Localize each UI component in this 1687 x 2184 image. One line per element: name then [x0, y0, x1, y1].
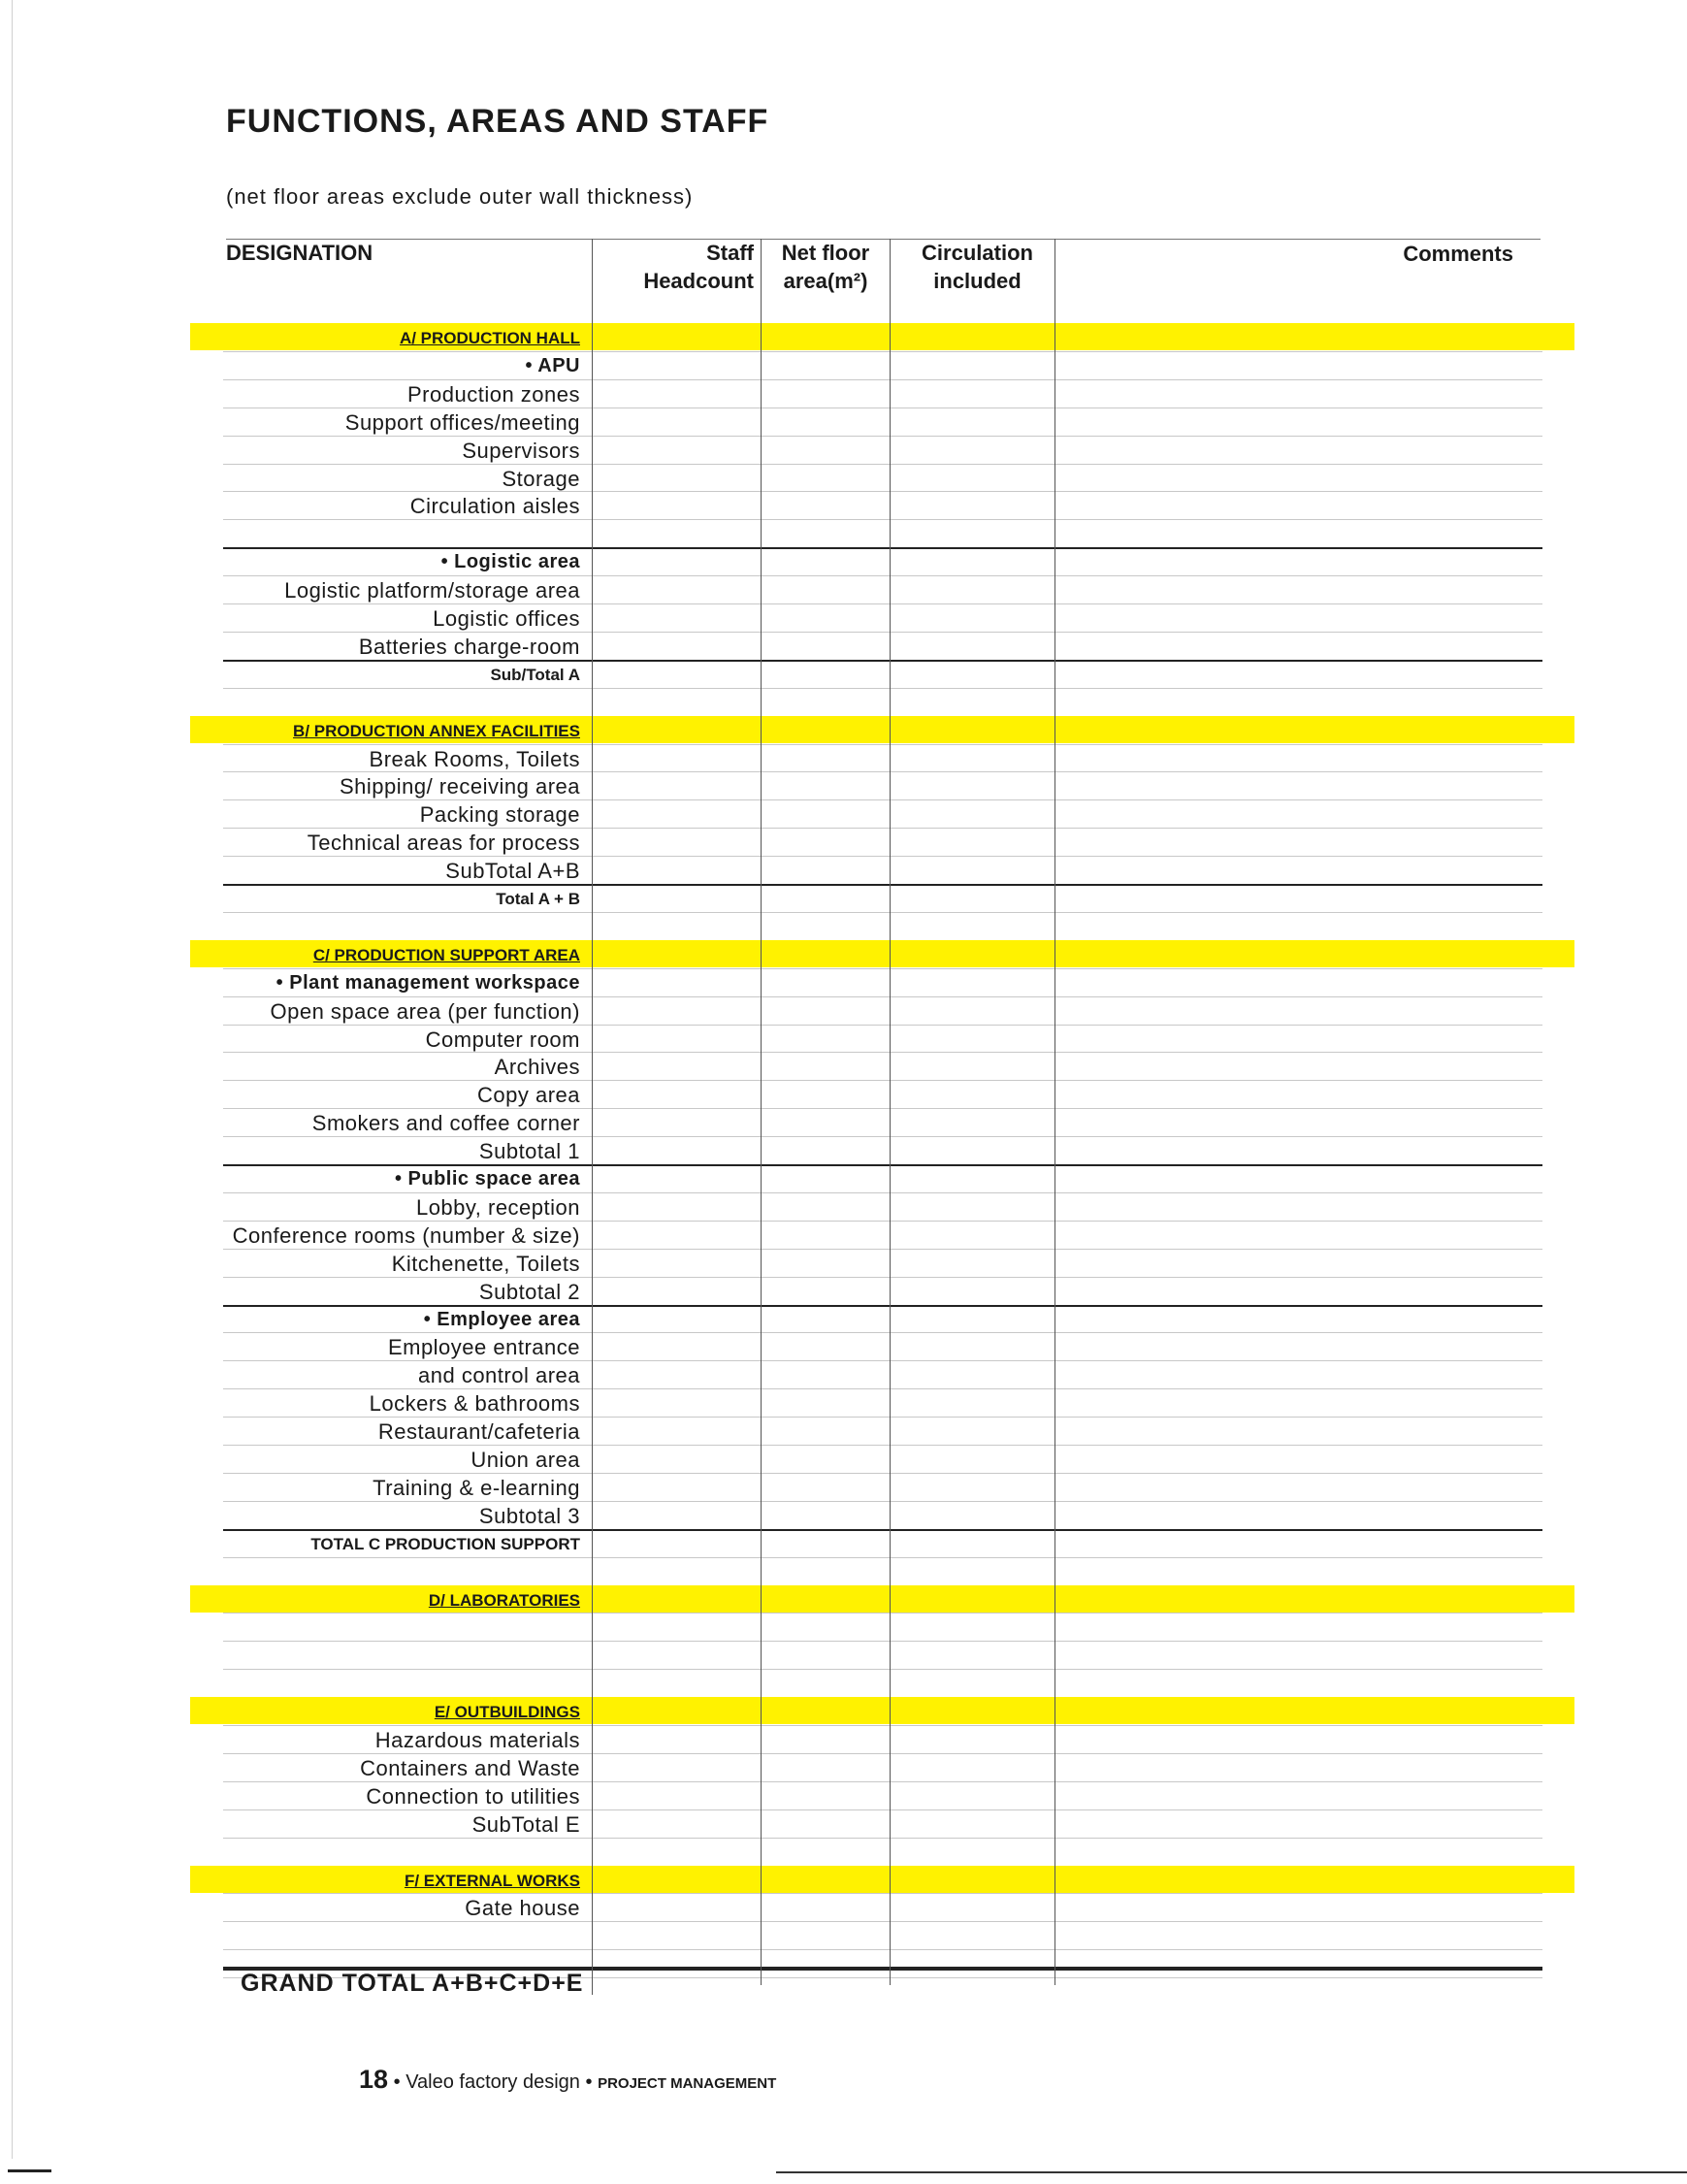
col-header-staff-line1: Staff: [706, 241, 754, 265]
col-header-circulation-line2: included: [933, 269, 1022, 293]
row-label: • Logistic area: [440, 551, 580, 573]
col-divider-area: [890, 239, 891, 1985]
row-label: Logistic platform/storage area: [284, 578, 580, 603]
row-label: Open space area (per function): [270, 998, 580, 1024]
row-label: Computer room: [425, 1027, 580, 1052]
page-bottom-edge: [776, 2171, 1687, 2173]
row-label: Production zones: [407, 381, 580, 407]
row-label: Containers and Waste: [360, 1755, 580, 1780]
col-header-designation: DESIGNATION: [226, 241, 373, 265]
row-label: SubTotal E: [471, 1811, 580, 1837]
section-heading: A/ PRODUCTION HALL: [399, 329, 580, 347]
section-heading: B/ PRODUCTION ANNEX FACILITIES: [293, 721, 580, 740]
subtotal-label: TOTAL C PRODUCTION SUPPORT: [310, 1534, 580, 1553]
row-label: • APU: [525, 354, 580, 376]
col-header-circulation: [892, 239, 1062, 295]
row-label: Subtotal 1: [478, 1139, 580, 1164]
row-label: Archives: [494, 1055, 580, 1080]
row-rule: [223, 1669, 1542, 1670]
row-rule: [223, 519, 1542, 520]
row-label: Lobby, reception: [415, 1194, 580, 1220]
page-footer: [359, 2065, 776, 2095]
grand-total-label: GRAND TOTAL A+B+C+D+E: [241, 1970, 584, 1997]
row-label: Circulation aisles: [409, 494, 580, 519]
row-label: SubTotal A+B: [445, 859, 580, 884]
row-label: Training & e-learning: [373, 1475, 580, 1500]
row-rule: [223, 912, 1542, 913]
col-header-area-line1: Net floor: [781, 241, 870, 265]
row-label: Lockers & bathrooms: [369, 1391, 580, 1417]
col-divider-designation: [592, 239, 593, 1995]
page-scan-edge: [12, 0, 13, 2159]
row-label: and control area: [418, 1363, 580, 1388]
row-label: Employee entrance: [387, 1335, 580, 1360]
row-label: Supervisors: [462, 438, 580, 463]
col-header-staff: [594, 239, 754, 295]
footer-section: PROJECT MANAGEMENT: [598, 2075, 777, 2092]
row-label: Copy area: [476, 1083, 580, 1108]
row-rule: [223, 1557, 1542, 1558]
row-rule: [223, 1949, 1542, 1950]
row-label: Technical areas for process: [307, 831, 580, 856]
row-label: Connection to utilities: [366, 1783, 580, 1809]
row-label: Gate house: [465, 1896, 580, 1921]
row-label: Support offices/meeting: [344, 409, 580, 435]
row-label: Kitchenette, Toilets: [391, 1251, 580, 1276]
row-label: • Public space area: [394, 1168, 580, 1190]
row-label: Subtotal 2: [478, 1279, 580, 1304]
row-label: • Employee area: [423, 1308, 580, 1330]
footer-bullet-2: •: [585, 2071, 593, 2093]
row-label: Hazardous materials: [374, 1728, 580, 1752]
row-label: Conference rooms (number & size): [232, 1222, 580, 1248]
row-label: Logistic offices: [433, 606, 580, 631]
page-number: 18: [359, 2065, 389, 2094]
col-header-comments: Comments: [1403, 242, 1513, 266]
row-rule: [223, 1838, 1542, 1839]
section-heading: D/ LABORATORIES: [428, 1590, 580, 1610]
section-heading: F/ EXTERNAL WORKS: [404, 1871, 580, 1890]
row-label: Packing storage: [419, 802, 580, 828]
section-heading: C/ PRODUCTION SUPPORT AREA: [312, 945, 580, 964]
col-divider-staff: [761, 239, 762, 1985]
subtotal-label: Total A + B: [496, 890, 580, 908]
page-corner-mark: [8, 2169, 51, 2172]
row-rule: [223, 1921, 1542, 1922]
row-rule: [223, 688, 1542, 689]
col-divider-circulation: [1054, 239, 1055, 1985]
row-label: Storage: [502, 466, 580, 491]
row-label: Batteries charge-room: [358, 634, 580, 659]
col-header-area: [762, 239, 889, 295]
section-heading: E/ OUTBUILDINGS: [434, 1703, 580, 1722]
page-title: FUNCTIONS, AREAS AND STAFF: [226, 103, 769, 140]
row-label: Restaurant/cafeteria: [377, 1419, 580, 1445]
col-header-staff-line2: Headcount: [643, 269, 754, 293]
row-label: Union area: [470, 1448, 580, 1472]
footer-bullet: •: [393, 2071, 401, 2093]
row-label: Subtotal 3: [478, 1503, 580, 1528]
row-label: Break Rooms, Toilets: [369, 746, 580, 771]
row-label: Smokers and coffee corner: [311, 1111, 580, 1136]
page-subtitle: (net floor areas exclude outer wall thickness): [226, 184, 694, 209]
row-label: • Plant management workspace: [276, 971, 580, 994]
col-header-circulation-line1: Circulation: [922, 241, 1033, 265]
row-rule: [223, 1613, 1542, 1614]
row-label: Shipping/ receiving area: [339, 774, 580, 799]
subtotal-label: Sub/Total A: [490, 665, 580, 684]
row-rule: [223, 1641, 1542, 1642]
footer-book-title: Valeo factory design: [406, 2071, 580, 2093]
col-header-area-line2: area(m²): [783, 269, 868, 293]
